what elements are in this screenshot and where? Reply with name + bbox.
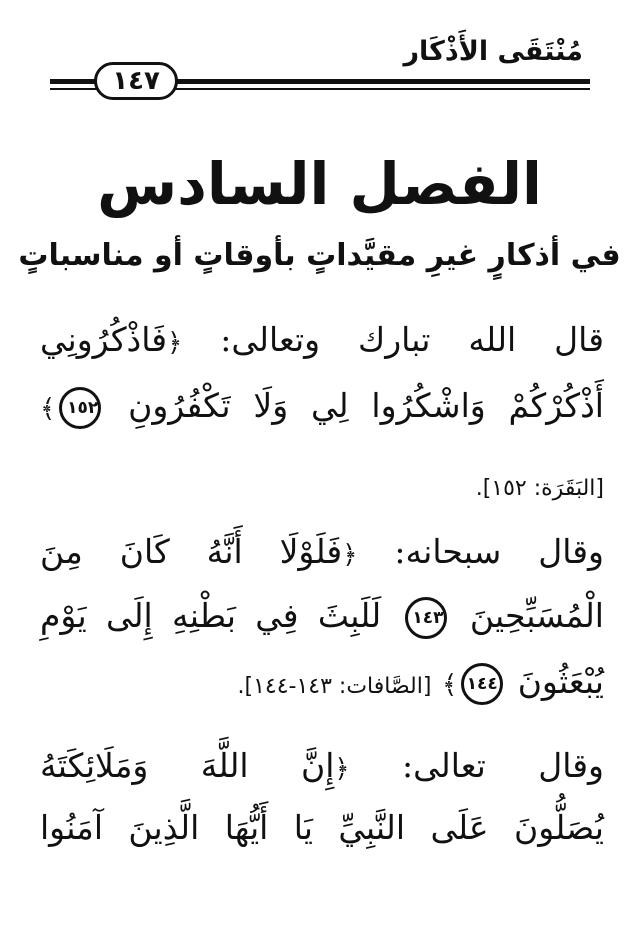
ayah-number-mark: ١٤٤ <box>461 663 503 705</box>
intro-text: وقال تعالى: <box>402 746 604 785</box>
verse-text: فَاذْكُرُونِي <box>40 320 168 359</box>
text-line <box>40 384 604 431</box>
intro-text: قال الله تبارك وتعالى: <box>220 320 604 359</box>
intro-text: وقال سبحانه: <box>394 532 604 571</box>
text-line <box>40 744 604 791</box>
verse-reference: [الصَّافات: ١٤٣-١٤٤]. <box>237 674 432 699</box>
verse-close-bracket: ﴾ <box>441 670 458 700</box>
verse-open-bracket: ﴿ <box>167 328 183 358</box>
verse-reference: [البَقَرَة: ١٥٢]. <box>475 476 604 501</box>
ayah-number-mark: ١٤٣ <box>405 597 447 639</box>
verse-text: لَلَبِثَ فِي بَطْنِهِ إِلَى يَوْمِ <box>40 596 382 635</box>
text-line <box>40 462 604 511</box>
verse-text: يُبْعَثُونَ <box>517 662 604 701</box>
running-title: مُنْتَقَى الأَذْكَار <box>403 36 583 67</box>
verse-open-bracket: ﴿ <box>342 540 358 570</box>
verse-text: الْمُسَبِّحِينَ <box>469 596 604 635</box>
verse-text: أَذْكُرْكُمْ وَاشْكُرُوا لِي وَلَا تَكْفُرُونِ <box>128 386 604 425</box>
ayah-number-mark: ١٥٢ <box>59 387 101 429</box>
text-line <box>40 318 604 365</box>
verse-text: يُصَلُّونَ عَلَى النَّبِيِّ يَا أَيُّهَا الَّذِينَ آمَنُوا <box>40 808 604 847</box>
chapter-subtitle: في أذكارٍ غيرِ مقيَّداتٍ بأوقاتٍ أو مناسباتٍ <box>18 238 621 273</box>
text-line <box>40 660 604 709</box>
verse-open-bracket: ﴿ <box>334 754 350 784</box>
page-number: ١٤٧ <box>94 62 178 100</box>
verse-close-bracket: ﴾ <box>40 394 56 424</box>
chapter-title: الفصل السادس <box>97 150 542 218</box>
text-line <box>40 806 604 850</box>
text-line <box>40 530 604 577</box>
text-line <box>40 594 604 639</box>
verse-text: إِنَّ اللَّهَ وَمَلَائِكَتَهُ <box>40 746 335 785</box>
verse-text: فَلَوْلَا أَنَّهُ كَانَ مِنَ <box>40 532 343 571</box>
